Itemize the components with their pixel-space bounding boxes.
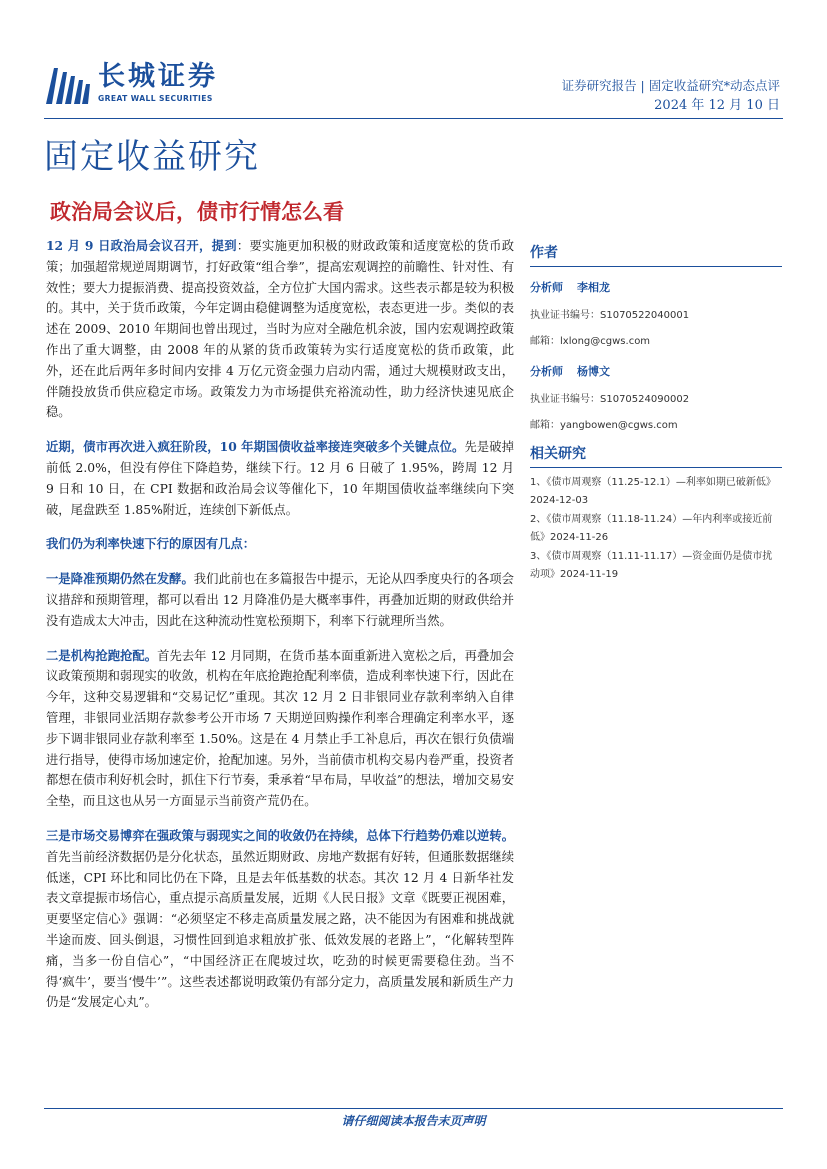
reason-3-text: 首先当前经济数据仍是分化状态，虽然近期财政、房地产数据有好转，但通胀数据继续低迷，CPI 环比和同比仍在下降，且是去年低基数的状态。其次 12 月 4 日新华社发表文章提振市场信心，重点提示高质量发展，近期《人民日报》文章《既要正视困难，更要坚定信心》强调：“必须坚定不移走高质量发展之路，决不能因为有困难和挑战就半途而废、回头倒退，习惯性回到追求粗放扩张、低效发展的老路上”，“化解转型阵痛，当多一份自信心”，“中国经济正在爬坡过坎，吃劲的时候更需要稳住劲。当不得‘疯牛’，要当‘慢牛’”。这些表述都说明政策仍有部分定力，高质量发展和新质生产力仍是“发展定心丸”。 [46,849,514,1010]
report-subtitle: 政治局会议后，债市行情怎么看 [50,200,344,224]
cert-label: 执业证书编号： [530,394,600,405]
header-divider [44,118,783,119]
sidebar [530,242,782,585]
cert-number: S1070522040001 [600,310,690,321]
related-item-2[interactable]: 2、《债市周观察（11.18-11.24）—年内利率或接近前低》2024-11-26 [530,514,773,543]
email-label: 邮箱： [530,336,560,347]
paragraph-6 [46,826,514,1013]
company-logo [44,62,219,106]
cert-label: 执业证书编号： [530,310,600,321]
reason-3-lead: 三是市场交易博弈在强政策与弱现实之间的收敛仍在持续，总体下行趋势仍难以逆转。 [46,827,514,843]
paragraph-1 [46,236,514,423]
analyst-1-name: 李相龙 [577,281,610,294]
analyst-2-name: 杨博文 [577,365,610,378]
report-category: 证券研究报告 | 固定收益研究*动态点评 [561,78,780,93]
analyst-1 [530,279,782,295]
reasons-heading: 我们仍为利率快速下行的原因有几点： [46,536,256,552]
logo-english-name: GREAT WALL SECURITIES [98,94,213,103]
logo-chinese-name: 长城证券 [98,61,218,92]
paragraph-2-lead: 近期，债市再次进入疯狂阶段，10 年期国债收益率接连突破多个关键点位。 [46,439,465,455]
report-date: 2024 年 12 月 10 日 [654,98,780,113]
email-link[interactable]: lxlong@cgws.com [560,336,651,347]
related-research-list [530,474,782,584]
authors-heading: 作者 [530,242,782,267]
paragraph-2-text: 先是破掉前低 2.0%，但没有停住下降趋势，继续下行。12 月 6 日破了 1.95%，跨周 12 月 9 日和 10 日，在 CPI 数据和政治局会议等催化下，10 年期国债收益率继续向下突破，尾盘跌至 1.85%附近，连续创下新低点。 [46,440,514,517]
footer-disclaimer: 请仔细阅读本报告末页声明 [341,1114,486,1128]
cert-number: S1070524090002 [600,394,690,405]
related-item-3[interactable]: 3、《债市周观察（11.11-11.17）—资金面仍是债市扰动项》2024-11-19 [530,551,773,580]
analyst-2-cert [530,390,782,405]
email-link[interactable]: yangbowen@cgws.com [560,420,678,431]
reason-1-text: 我们此前也在多篇报告中提示，无论从四季度央行的各项会议措辞和预期管理，都可以看出 12 月降准仍是大概率事件，再叠加近期的财政供给并没有造成太大冲击，因此在这种流动性宽松预期下，利率下行就理所当然。 [46,572,514,628]
analyst-2-email [530,416,782,431]
related-item-1[interactable]: 1、《债市周观察（11.25-12.1）—利率如期已破新低》 2024-12-03 [530,477,776,506]
related-research-heading: 相关研究 [530,443,782,468]
paragraph-4 [46,569,514,631]
analyst-1-role: 分析师 [530,281,563,294]
paragraph-5 [46,646,514,812]
email-label: 邮箱： [530,420,560,431]
analyst-2-role: 分析师 [530,365,563,378]
footer-divider [44,1108,783,1109]
report-body [46,236,514,1027]
paragraph-1-lead: 12 月 9 日政治局会议召开，提到 [46,238,237,253]
paragraph-2 [46,437,514,520]
reason-2-lead: 二是机构抢跑抢配。 [46,647,158,663]
page-title: 固定收益研究 [44,137,260,177]
analyst-1-email [530,332,782,347]
paragraph-3 [46,534,514,555]
reason-2-text: 首先去年 12 月同期，在货币基本面重新进入宽松之后，再叠加会议政策预期和弱现实的收敛，机构在年底抢跑抢配利率债，造成利率快速下行，因此在今年，这种交易逻辑和“交易记忆”重现。其次 12 月 2 日非银同业存款利率纳入自律管理，非银同业活期存款参考公开市场 7 天期逆回购操作利率合理确定利率水平，逐步下调非银同业存款利率至 1.50%。这是在 4 月禁止手工补息后，再次在银行负债端进行指导，使得市场加速定价，抢配加速。另外，当前债市机构交易内卷严重，投资者都想在债市利好机会时，抓住下行节奏，秉承着“早布局，早收益”的想法，增加交易安全垫，而且这也从另一方面显示当前资产荒仍在。 [46,648,514,809]
reason-1-lead: 一是降准预期仍然在发酵。 [46,571,194,587]
analyst-2 [530,363,782,379]
paragraph-1-text: ：要实施更加积极的财政政策和适度宽松的货币政策；加强超常规逆周期调节，打好政策“组合拳”，提高宏观调控的前瞻性、针对性、有效性；要大力提振消费、提高投资效益，全方位扩大国内需求。这些表示都是较为积极的。其中，关于货币政策，今年定调由稳健调整为适度宽松，表态更进一步。类似的表述在 2009、2010 年期间也曾出现过，当时为应对全融危机余波，国内宏观调控政策作出了重大调整，由 2008 年的从紧的货币政策转为实行适度宽松的货币政策，此外，还在此后两年多时间内安排 4 万亿元资金强力启动内需，通过大规模财政支出，伴随投放货币供应稳定市场。政策发力为市场提供充裕流动性，助力经济快速见底企稳。 [46,239,514,420]
great-wall-logo-icon [44,62,92,106]
analyst-1-cert [530,306,782,321]
